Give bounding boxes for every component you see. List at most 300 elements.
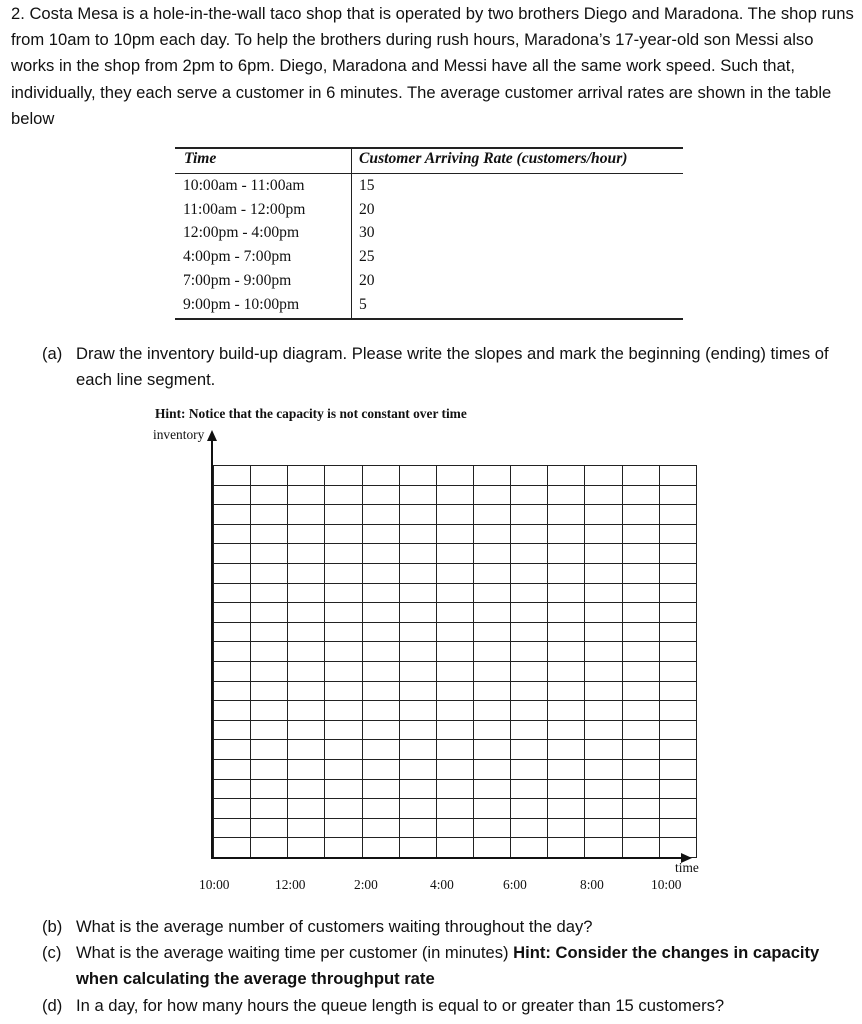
grid-cell [436, 661, 473, 681]
grid-cell [251, 622, 288, 642]
grid-cell [251, 799, 288, 819]
grid-cell [399, 622, 436, 642]
grid-cell [548, 505, 585, 525]
grid-cell [585, 681, 622, 701]
grid-cell [251, 563, 288, 583]
grid-cell [659, 563, 696, 583]
grid-row [214, 818, 697, 838]
grid-cell [659, 818, 696, 838]
grid-cell [473, 505, 510, 525]
grid-row [214, 681, 697, 701]
grid-cell [436, 466, 473, 486]
grid-cell [622, 720, 659, 740]
grid-cell [362, 583, 399, 603]
grid-cell [659, 485, 696, 505]
grid-cell [214, 544, 251, 564]
grid-cell [511, 505, 548, 525]
table-cell-time: 7:00pm - 9:00pm [183, 271, 292, 289]
grid-cell [585, 799, 622, 819]
grid-cell [436, 681, 473, 701]
grid-cell [399, 661, 436, 681]
grid-cell [585, 505, 622, 525]
grid-cell [585, 759, 622, 779]
grid-cell [436, 622, 473, 642]
x-tick-label: 4:00 [430, 877, 454, 892]
grid-cell [548, 818, 585, 838]
grid-cell [288, 720, 325, 740]
grid-cell [399, 759, 436, 779]
grid-cell [251, 701, 288, 721]
grid-cell [214, 661, 251, 681]
question-a-text: Draw the inventory build-up diagram. Please write the slopes and mark the beginning (ending) times of each line segment. [76, 344, 829, 390]
grid-cell [548, 701, 585, 721]
grid-cell [325, 563, 362, 583]
grid-cell [548, 583, 585, 603]
grid-cell [325, 740, 362, 760]
grid-cell [399, 799, 436, 819]
x-tick-label: 8:00 [580, 877, 604, 892]
grid-cell [325, 681, 362, 701]
problem-intro: 2. Costa Mesa is a hole-in-the-wall taco shop that is operated by two brothers Diego and Maradona. The shop runs from 10am to 10pm each day. To help the brothers during rush hours, Maradona’s 17-year-old son Messi also works in the shop from 2pm to 6pm. Diego, Maradona and Messi have all the same work speed. Such that, individually, they each serve a customer in 6 minutes. The average customer arrival rates are shown in the table below [11, 4, 854, 128]
grid-cell [214, 779, 251, 799]
grid-cell [585, 524, 622, 544]
grid-cell [511, 818, 548, 838]
grid-cell [362, 759, 399, 779]
grid-cell [473, 838, 510, 858]
grid-cell [622, 524, 659, 544]
grid-cell [622, 642, 659, 662]
grid-row [214, 642, 697, 662]
grid-row [214, 544, 697, 564]
grid-cell [436, 544, 473, 564]
grid-row [214, 838, 697, 858]
grid-cell [362, 524, 399, 544]
grid-cell [362, 661, 399, 681]
y-axis-line [211, 440, 213, 859]
grid-cell [659, 583, 696, 603]
grid-cell [659, 701, 696, 721]
grid-cell [511, 524, 548, 544]
grid-cell [548, 759, 585, 779]
grid-cell [362, 505, 399, 525]
grid-row [214, 563, 697, 583]
grid-cell [622, 759, 659, 779]
grid-cell [548, 838, 585, 858]
grid-cell [214, 583, 251, 603]
grid-cell [325, 661, 362, 681]
grid-cell [399, 818, 436, 838]
grid-cell [214, 799, 251, 819]
grid-cell [399, 466, 436, 486]
grid-cell [325, 701, 362, 721]
grid-cell [251, 720, 288, 740]
grid-cell [214, 642, 251, 662]
grid-cell [214, 603, 251, 623]
grid-cell [214, 505, 251, 525]
table-column-divider [351, 147, 352, 320]
grid-cell [288, 642, 325, 662]
table-header-time: Time [184, 150, 217, 167]
grid-cell [659, 720, 696, 740]
grid-cell [622, 701, 659, 721]
grid-cell [659, 799, 696, 819]
grid-cell [251, 661, 288, 681]
grid-row [214, 740, 697, 760]
grid-cell [548, 779, 585, 799]
grid-cell [548, 563, 585, 583]
grid-cell [659, 681, 696, 701]
grid-cell [548, 799, 585, 819]
arrival-rate-table [175, 147, 683, 320]
grid-cell [659, 622, 696, 642]
grid-cell [473, 563, 510, 583]
grid-row [214, 799, 697, 819]
table-cell-rate: 30 [359, 224, 375, 242]
question-c-hint: Hint: Consider the changes in capacity when calculating the average throughput rate [76, 943, 820, 989]
grid-cell [622, 583, 659, 603]
grid-cell [548, 681, 585, 701]
grid-cell [511, 779, 548, 799]
grid-cell [622, 661, 659, 681]
grid-cell [511, 466, 548, 486]
grid-cell [473, 583, 510, 603]
grid-cell [585, 583, 622, 603]
grid-row [214, 603, 697, 623]
grid-cell [325, 544, 362, 564]
grid-cell [585, 642, 622, 662]
grid-cell [659, 524, 696, 544]
grid-cell [399, 505, 436, 525]
grid-cell [622, 505, 659, 525]
grid-cell [511, 759, 548, 779]
grid-cell [436, 759, 473, 779]
grid-cell [511, 740, 548, 760]
grid-cell [288, 799, 325, 819]
grid-row [214, 779, 697, 799]
grid-cell [325, 720, 362, 740]
grid-cell [325, 779, 362, 799]
grid-row [214, 505, 697, 525]
grid-cell [511, 681, 548, 701]
x-tick-label: 6:00 [503, 877, 527, 892]
grid-cell [548, 720, 585, 740]
grid-cell [251, 642, 288, 662]
grid-cell [511, 799, 548, 819]
grid-cell [585, 720, 622, 740]
grid-cell [511, 642, 548, 662]
question-c-label: (c) [42, 943, 62, 962]
grid-cell [288, 740, 325, 760]
grid-cell [214, 701, 251, 721]
grid-cell [622, 740, 659, 760]
grid-cell [325, 838, 362, 858]
grid-cell [436, 485, 473, 505]
grid-cell [473, 544, 510, 564]
grid-cell [251, 485, 288, 505]
grid-cell [399, 740, 436, 760]
grid-cell [585, 485, 622, 505]
grid-cell [399, 524, 436, 544]
grid-cell [362, 740, 399, 760]
grid-cell [473, 642, 510, 662]
grid-cell [288, 485, 325, 505]
grid-cell [659, 740, 696, 760]
grid-cell [214, 759, 251, 779]
grid-cell [399, 838, 436, 858]
grid-cell [288, 622, 325, 642]
grid-cell [436, 838, 473, 858]
diagram-hint: Hint: Notice that the capacity is not constant over time [155, 406, 467, 421]
grid-cell [585, 563, 622, 583]
question-c-text: What is the average waiting time per customer (in minutes) [76, 943, 514, 962]
table-cell-time: 10:00am - 11:00am [183, 177, 305, 194]
grid-row [214, 701, 697, 721]
grid-cell [585, 701, 622, 721]
grid-cell [473, 799, 510, 819]
grid-cell [473, 661, 510, 681]
grid-cell [473, 485, 510, 505]
grid-cell [585, 779, 622, 799]
grid-cell [399, 642, 436, 662]
grid-cell [214, 622, 251, 642]
grid-cell [399, 583, 436, 603]
grid-cell [659, 759, 696, 779]
grid-row [214, 622, 697, 642]
grid-cell [325, 524, 362, 544]
grid-cell [548, 642, 585, 662]
grid-cell [511, 720, 548, 740]
table-cell-rate: 25 [359, 248, 375, 266]
grid-cell [325, 642, 362, 662]
grid-cell [251, 505, 288, 525]
grid-cell [288, 563, 325, 583]
grid-cell [362, 466, 399, 486]
grid-cell [288, 505, 325, 525]
grid-cell [251, 583, 288, 603]
grid-cell [325, 818, 362, 838]
grid-cell [473, 720, 510, 740]
grid-cell [436, 799, 473, 819]
grid-cell [659, 544, 696, 564]
grid-cell [325, 466, 362, 486]
grid-cell [473, 740, 510, 760]
y-axis-arrow-icon [206, 430, 218, 442]
grid-cell [436, 740, 473, 760]
grid-cell [585, 818, 622, 838]
grid-cell [585, 740, 622, 760]
grid-cell [362, 563, 399, 583]
grid-cell [436, 642, 473, 662]
grid-cell [473, 701, 510, 721]
question-d-text: In a day, for how many hours the queue length is equal to or greater than 15 customers? [76, 996, 725, 1015]
grid-cell [251, 524, 288, 544]
grid-cell [585, 622, 622, 642]
grid-cell [288, 818, 325, 838]
grid-cell [473, 818, 510, 838]
table-top-rule [175, 147, 683, 149]
grid-cell [399, 544, 436, 564]
grid-cell [288, 681, 325, 701]
grid-cell [362, 720, 399, 740]
grid-cell [585, 466, 622, 486]
grid-cell [511, 701, 548, 721]
grid-cell [622, 799, 659, 819]
x-tick-label: 10:00 [199, 877, 230, 892]
grid-cell [659, 642, 696, 662]
grid-cell [511, 603, 548, 623]
grid-cell [251, 544, 288, 564]
grid-cell [436, 720, 473, 740]
grid-cell [659, 505, 696, 525]
grid-cell [585, 603, 622, 623]
grid-cell [622, 779, 659, 799]
grid-cell [288, 524, 325, 544]
grid-cell [473, 524, 510, 544]
grid-cell [251, 759, 288, 779]
x-tick-label: 10:00 [651, 877, 682, 892]
grid-cell [251, 603, 288, 623]
grid-cell [399, 701, 436, 721]
grid-cell [214, 740, 251, 760]
grid-cell [436, 818, 473, 838]
grid-cell [214, 563, 251, 583]
grid-cell [399, 681, 436, 701]
question-d [42, 993, 852, 1020]
question-b-text: What is the average number of customers waiting throughout the day? [76, 917, 593, 936]
grid-cell [511, 583, 548, 603]
grid-cell [251, 740, 288, 760]
grid-cell [214, 838, 251, 858]
grid-cell [548, 466, 585, 486]
grid-cell [362, 799, 399, 819]
y-axis-label: inventory [153, 427, 205, 442]
question-c [42, 940, 842, 994]
table-cell-time: 4:00pm - 7:00pm [183, 248, 292, 266]
table-cell-time: 12:00pm - 4:00pm [183, 224, 300, 242]
grid-row [214, 661, 697, 681]
grid-cell [585, 838, 622, 858]
grid-cell [251, 681, 288, 701]
table-cell-rate: 20 [359, 271, 375, 289]
grid-cell [362, 681, 399, 701]
grid-cell [362, 779, 399, 799]
grid-cell [473, 466, 510, 486]
x-tick-label: 12:00 [275, 877, 306, 892]
grid-cell [436, 524, 473, 544]
grid-cell [362, 544, 399, 564]
grid-cell [659, 603, 696, 623]
grid-row [214, 524, 697, 544]
grid-cell [362, 838, 399, 858]
question-b [42, 914, 842, 941]
question-a [42, 341, 842, 395]
question-b-label: (b) [42, 917, 63, 936]
grid-cell [548, 603, 585, 623]
grid-cell [622, 622, 659, 642]
grid-cell [214, 720, 251, 740]
grid-cell [511, 485, 548, 505]
grid-cell [436, 701, 473, 721]
grid-cell [214, 818, 251, 838]
grid-cell [436, 505, 473, 525]
grid-cell [399, 603, 436, 623]
grid-cell [659, 661, 696, 681]
x-axis-line [211, 857, 683, 859]
table-bottom-rule [175, 318, 683, 320]
x-tick-label: 2:00 [354, 877, 378, 892]
table-cell-rate: 20 [359, 200, 375, 218]
grid-cell [436, 563, 473, 583]
grid-cell [214, 485, 251, 505]
grid-cell [325, 583, 362, 603]
grid-cell [288, 779, 325, 799]
grid-cell [288, 466, 325, 486]
grid-cell [288, 661, 325, 681]
grid-cell [473, 779, 510, 799]
grid-cell [473, 603, 510, 623]
grid-cell [473, 759, 510, 779]
graph-grid [213, 465, 697, 858]
grid-row [214, 720, 697, 740]
grid-cell [473, 622, 510, 642]
question-c-body [76, 940, 842, 992]
grid-cell [473, 681, 510, 701]
grid-cell [362, 818, 399, 838]
grid-cell [214, 466, 251, 486]
grid-cell [325, 759, 362, 779]
grid-cell [622, 563, 659, 583]
grid-row [214, 485, 697, 505]
grid-cell [399, 779, 436, 799]
grid-cell [436, 583, 473, 603]
grid-cell [511, 661, 548, 681]
grid-cell [548, 485, 585, 505]
grid-cell [548, 661, 585, 681]
grid-row [214, 466, 697, 486]
grid-cell [362, 622, 399, 642]
grid-cell [622, 485, 659, 505]
grid-cell [548, 524, 585, 544]
grid-cell [362, 642, 399, 662]
question-a-label: (a) [42, 344, 63, 363]
grid-cell [214, 524, 251, 544]
grid-cell [288, 759, 325, 779]
table-cell-rate: 15 [359, 177, 375, 194]
grid-cell [288, 544, 325, 564]
grid-cell [362, 603, 399, 623]
grid-cell [622, 838, 659, 858]
grid-cell [325, 622, 362, 642]
grid-cell [622, 466, 659, 486]
table-cell-time: 9:00pm - 10:00pm [183, 295, 300, 313]
grid-cell [622, 544, 659, 564]
grid-cell [362, 701, 399, 721]
grid-cell [585, 661, 622, 681]
grid-cell [659, 779, 696, 799]
grid-cell [511, 544, 548, 564]
grid-cell [436, 779, 473, 799]
grid-cell [585, 544, 622, 564]
grid-cell [251, 838, 288, 858]
grid-cell [399, 485, 436, 505]
grid-cell [251, 818, 288, 838]
grid-cell [325, 505, 362, 525]
question-d-label: (d) [42, 996, 63, 1015]
grid-cell [362, 485, 399, 505]
grid-cell [622, 818, 659, 838]
table-header-rate: Customer Arriving Rate (customers/hour) [359, 150, 628, 167]
grid-cell [622, 603, 659, 623]
